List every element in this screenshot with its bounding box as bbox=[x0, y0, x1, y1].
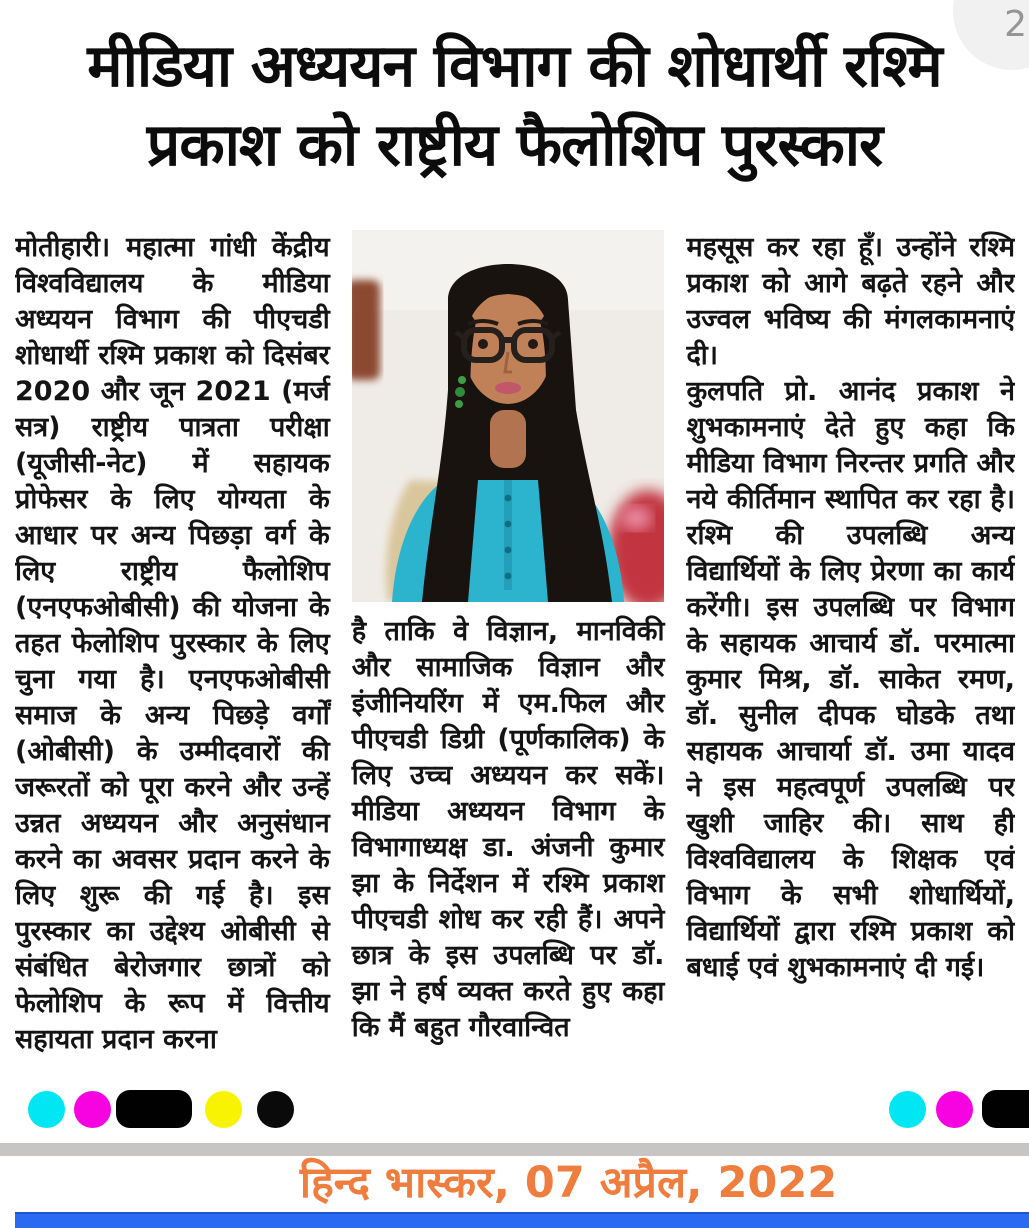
article-paragraph: महसूस कर रहा हूँ। उन्होंने रश्मि प्रकाश को आगे बढ़ते रहने और उज्वल भविष्य की मंगलकामनाएं दी। bbox=[686, 232, 1015, 371]
article-paragraph: है ताकि वे विज्ञान, मानविकी और सामाजिक विज्ञान और इंजीनियरिंग में एम.फिल और पीएचडी डिग्री (पूर्णकालिक) के लिए उच्च अध्ययन कर सकें। मीडिया अध्ययन विभाग के विभागाध्यक्ष डा. अंजनी कुमार झा के निर्देशन में रश्मि प्रकाश पीएचडी शोध कर रही हैं। अपने छात्र के इस उपलब्धि पर डॉ. झा ने हर्ष व्यक्त करते हुए कहा कि मैं बहुत गौरवान्वित bbox=[351, 616, 665, 1043]
registration-mark bbox=[205, 1091, 242, 1128]
registration-mark bbox=[28, 1091, 65, 1128]
article-paragraph: कुलपति प्रो. आनंद प्रकाश ने शुभकामनाएं देते हुए कहा कि मीडिया विभाग निरन्तर प्रगति और नये कीर्तिमान स्थापित कर रहा है। रश्मि की उपलब्धि अन्य विद्यार्थियों के लिए प्रेरणा का कार्य करेंगी। इस उपलब्धि पर विभाग के सहायक आचार्य डॉ. परमात्मा कुमार मिश्र, डॉ. साकेत रमण, डॉ. सुनील दीपक घोडके तथा सहायक आचार्या डॉ. उमा यादव ने इस महत्वपूर्ण उपलब्धि पर खुशी जाहिर की। साथ ही विश्वविद्यालय के शिक्षक एवं विभाग के सभी शोधार्थियों, विद्यार्थियों द्वारा रश्मि प्रकाश को बधाई एवं शुभकामनाएं दी गई। bbox=[686, 376, 1015, 983]
registration-marks-right bbox=[889, 1090, 1029, 1128]
article-headline bbox=[12, 26, 1017, 184]
headline-line-1: मीडिया अध्ययन विभाग की शोधार्थी रश्मि bbox=[87, 31, 942, 100]
headline-line-2: प्रकाश को राष्ट्रीय फैलोशिप पुरस्कार bbox=[146, 110, 883, 179]
registration-mark bbox=[257, 1091, 294, 1128]
registration-mark bbox=[116, 1090, 192, 1128]
subject-photo bbox=[352, 230, 664, 602]
article-paragraph: मोतीहारी। महात्मा गांधी केंद्रीय विश्वविद्यालय के मीडिया अध्ययन विभाग की पीएचडी शोधार्थी रश्मि प्रकाश को दिसंबर 2020 और जून 2021 (मर्ज सत्र) राष्ट्रीय पात्रता परीक्षा (यूजीसी-नेट) में सहायक प्रोफेसर के लिए योग्यता के आधार पर अन्य पिछड़ा वर्ग के लिए राष्ट्रीय फैलोशिप (एनएफओबीसी) की योजना के तहत फेलोशिप पुरस्कार के लिए चुना गया है। एनएफओबीसी समाज के अन्य पिछड़े वर्गों (ओबीसी) के उम्मीदवारों की जरूरतों को पूरा करने और उन्हें उन्नत अध्ययन और अनुसंधान करने का अवसर प्रदान करने के लिए शुरू की गई है। इस पुरस्कार का उद्देश्य ओबीसी से संबंधित बेरोजगार छात्रों को फेलोशिप के रूप में वित्तीय सहायता प्रदान करना bbox=[15, 232, 330, 1055]
bottom-blue-bar bbox=[15, 1212, 1029, 1228]
article-column-middle bbox=[352, 230, 665, 1115]
registration-mark bbox=[982, 1090, 1029, 1128]
portrait-illustration bbox=[352, 230, 664, 602]
article-column-right bbox=[686, 230, 1015, 1115]
registration-mark bbox=[74, 1091, 111, 1128]
registration-mark bbox=[889, 1091, 926, 1128]
registration-marks-left bbox=[28, 1090, 294, 1128]
article-body bbox=[15, 230, 1015, 1115]
article-column-left bbox=[15, 230, 330, 1115]
article-column-middle-text bbox=[352, 614, 665, 1046]
photo-lips bbox=[495, 382, 521, 394]
photo-brown-object bbox=[352, 280, 380, 380]
source-line: हिन्द भास्कर, 07 अप्रैल, 2022 bbox=[299, 1158, 838, 1208]
page-number: 2 bbox=[1004, 4, 1027, 45]
registration-mark bbox=[936, 1091, 973, 1128]
